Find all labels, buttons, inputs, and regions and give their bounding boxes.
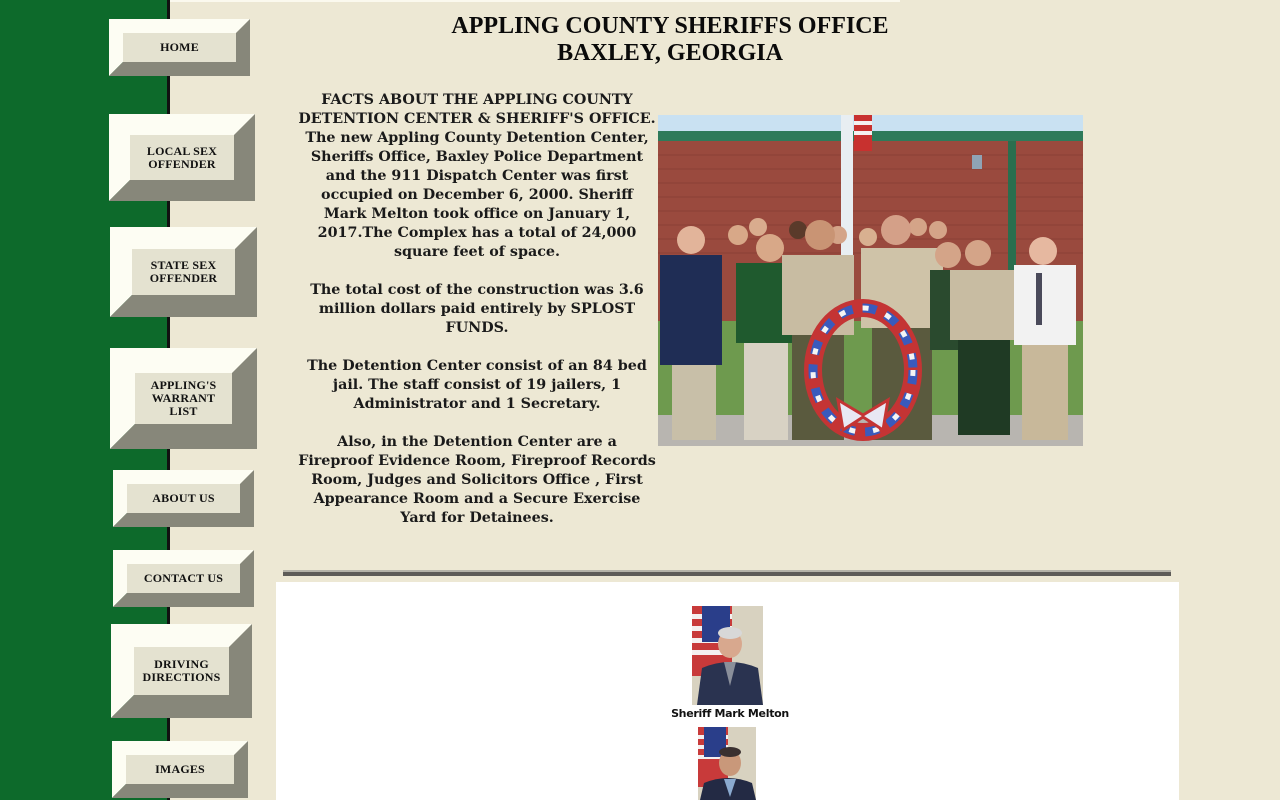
page-title xyxy=(380,13,960,67)
sheriff-caption: Sheriff Mark Melton xyxy=(671,707,789,720)
group-photo-image xyxy=(658,115,1083,446)
facts-paragraph-3: The Detention Center consist of an 84 bed jail. The staff consist of 19 jailers, 1 Administrator and 1 Secretary. xyxy=(307,358,647,412)
facts-paragraph-4: Also, in the Detention Center are a Fireproof Evidence Room, Fireproof Records Room, Judges and Solicitors Office , First Appearance Room and a Secure Exercise Yard for Detainees. xyxy=(298,434,656,526)
nav-label-about-us: ABOUT US xyxy=(152,491,215,505)
facts-paragraph-2: The total cost of the construction was 3.6 million dollars paid entirely by SPLOST FUNDS. xyxy=(310,282,644,336)
sheriff-portrait-image xyxy=(692,606,763,705)
nav-label-home: HOME xyxy=(160,40,199,54)
nav-button-about-us[interactable] xyxy=(113,470,254,527)
deputy-portrait-image xyxy=(698,727,756,800)
nav-label-warrant-list: APPLING'S WARRANT LIST xyxy=(150,378,217,418)
horizontal-divider xyxy=(283,570,1171,576)
deputy-portrait xyxy=(698,727,756,800)
top-border-line xyxy=(170,0,900,2)
nav-button-driving-directions[interactable] xyxy=(111,624,252,718)
facts-paragraph-1: The new Appling County Detention Center, Sheriffs Office, Baxley Police Department and the 911 Dispatch Center was first occupied on December 6, 2000. Sheriff Mark Melton took office on January 1, 2017.The Complex has a total of 24,000 square feet of space. xyxy=(305,130,649,260)
page-title-line1: APPLING COUNTY SHERIFFS OFFICE xyxy=(451,13,889,39)
nav-button-images[interactable] xyxy=(112,741,248,798)
page-title-line2: BAXLEY, GEORGIA xyxy=(557,40,783,66)
group-photo xyxy=(658,115,1083,446)
nav-button-contact-us[interactable] xyxy=(113,550,254,607)
nav-label-contact-us: CONTACT US xyxy=(143,571,224,585)
nav-label-images: IMAGES xyxy=(155,762,205,776)
nav-label-local-sex-offender: LOCAL SEX OFFENDER xyxy=(146,143,218,171)
sheriff-portrait xyxy=(692,606,763,705)
nav-button-home[interactable] xyxy=(109,19,250,76)
nav-button-state-sex-offender[interactable] xyxy=(110,227,257,317)
facts-section xyxy=(298,91,656,528)
nav-button-warrant-list[interactable] xyxy=(110,348,257,449)
nav-label-driving-directions: DRIVING DIRECTIONS xyxy=(142,657,221,684)
facts-heading: FACTS ABOUT THE APPLING COUNTY DETENTION CENTER & SHERIFF'S OFFICE. xyxy=(298,92,656,127)
nav-label-state-sex-offender: STATE SEX OFFENDER xyxy=(149,258,218,285)
nav-button-local-sex-offender[interactable] xyxy=(109,114,255,201)
